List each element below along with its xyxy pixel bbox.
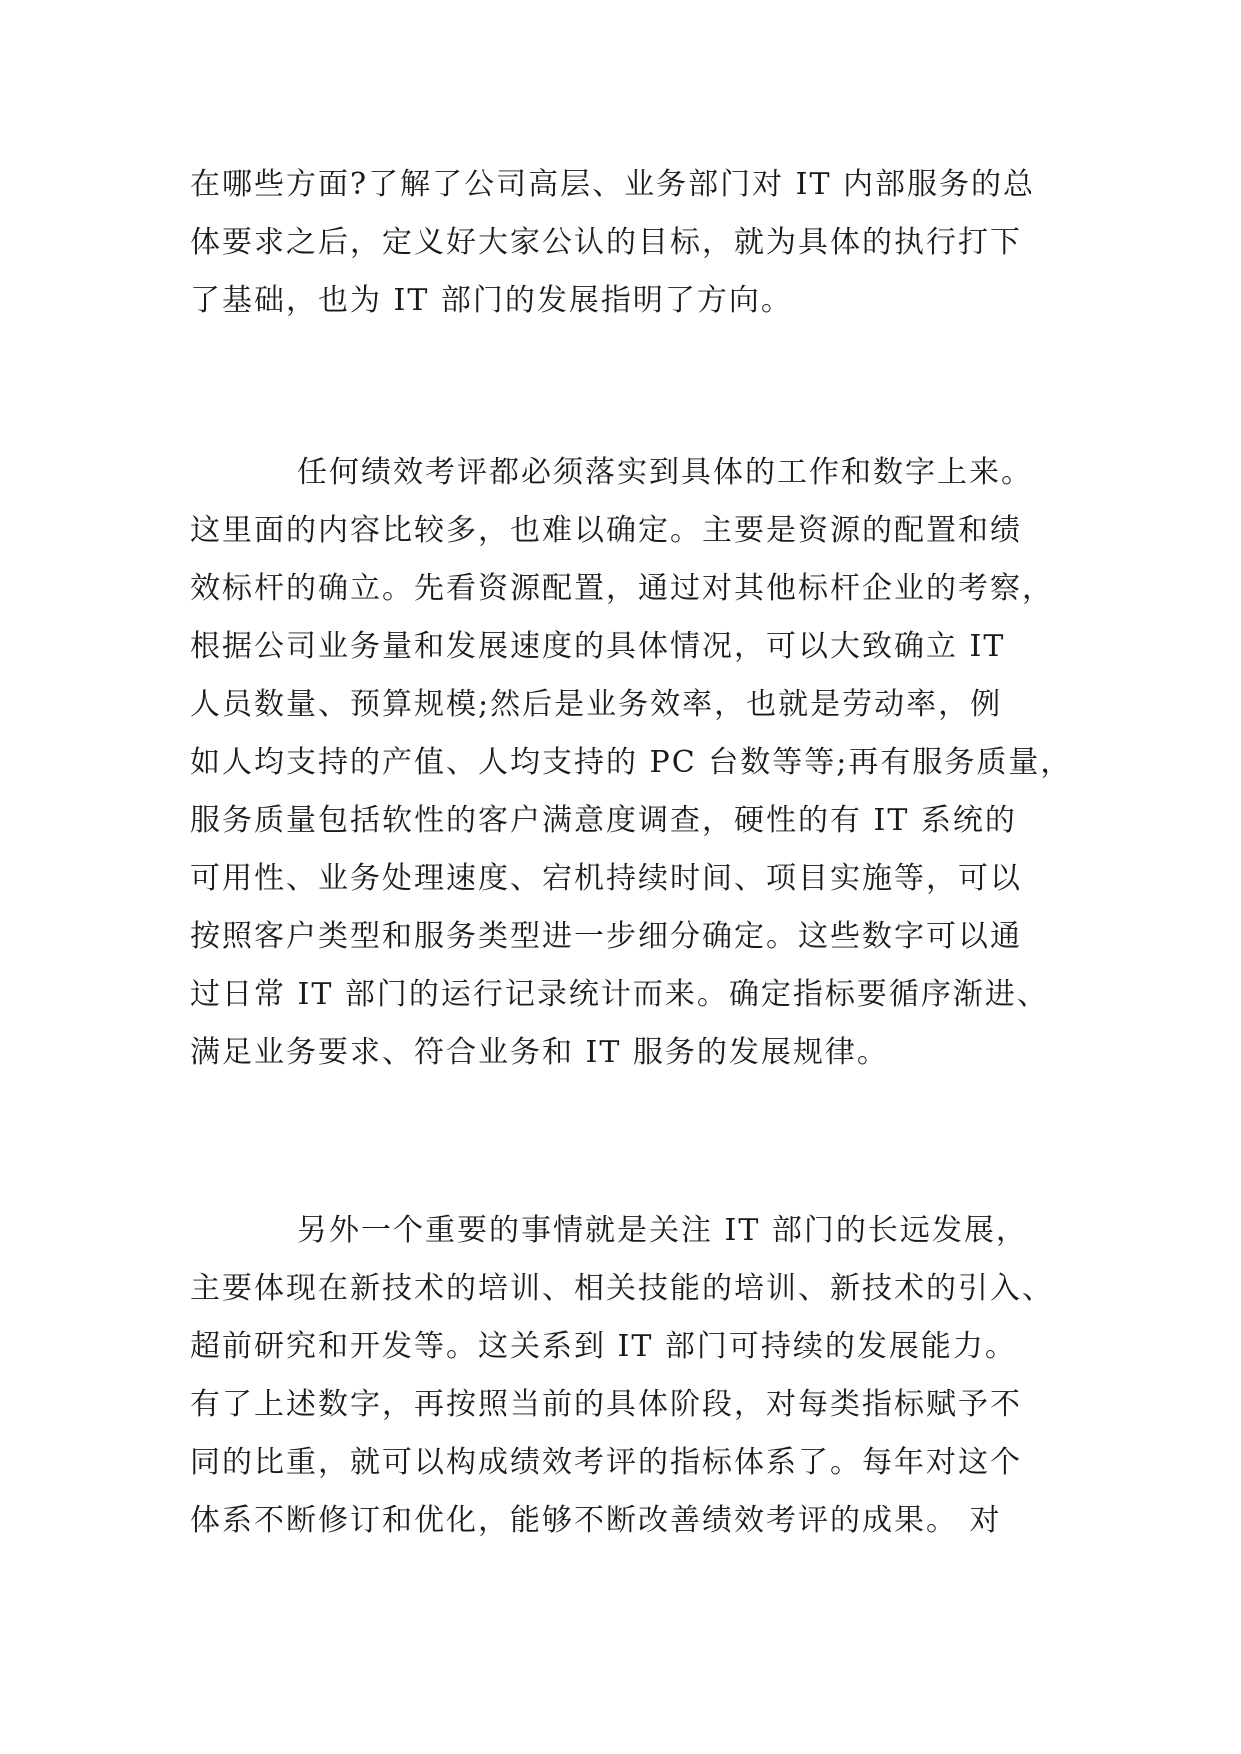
- text-line: 满足业务要求、符合业务和 IT 服务的发展规律。: [190, 1035, 889, 1070]
- paragraph-2: [190, 444, 1073, 1082]
- text-line: 超前研究和开发等。这关系到 IT 部门可持续的发展能力。: [190, 1329, 1017, 1364]
- text-line: 可用性、业务处理速度、宕机持续时间、项目实施等，可以: [190, 861, 1022, 896]
- text-line: 体系不断修订和优化，能够不断改善绩效考评的成果。 对: [190, 1503, 1002, 1538]
- text-line: 同的比重，就可以构成绩效考评的指标体系了。每年对这个: [190, 1445, 1022, 1480]
- text-line: 根据公司业务量和发展速度的具体情况，可以大致确立 IT: [190, 629, 1006, 664]
- text-line: 任何绩效考评都必须落实到具体的工作和数字上来。: [297, 455, 1033, 490]
- text-line: 如人均支持的产值、人均支持的 PC 台数等等;再有服务质量，: [190, 745, 1073, 780]
- text-line: 按照客户类型和服务类型进一步细分确定。这些数字可以通: [190, 919, 1022, 954]
- text-line: 这里面的内容比较多，也难以确定。主要是资源的配置和绩: [190, 513, 1022, 548]
- paragraph-3: [190, 1202, 1070, 1550]
- text-line: 过日常 IT 部门的运行记录统计而来。确定指标要循序渐进、: [190, 977, 1049, 1012]
- text-line: 了基础，也为 IT 部门的发展指明了方向。: [190, 283, 793, 318]
- text-line: 在哪些方面?了解了公司高层、业务部门对 IT 内部服务的总: [190, 167, 1036, 202]
- paragraph-1: [190, 156, 1070, 330]
- text-line: 体要求之后，定义好大家公认的目标，就为具体的执行打下: [190, 225, 1022, 260]
- text-line: 另外一个重要的事情就是关注 IT 部门的长远发展，: [297, 1213, 1028, 1248]
- text-line: 有了上述数字，再按照当前的具体阶段，对每类指标赋予不: [190, 1387, 1022, 1422]
- text-line: 效标杆的确立。先看资源配置，通过对其他标杆企业的考察，: [190, 571, 1054, 606]
- text-line: 主要体现在新技术的培训、相关技能的培训、新技术的引入、: [190, 1271, 1054, 1306]
- text-line: 服务质量包括软性的客户满意度调查，硬性的有 IT 系统的: [190, 803, 1017, 838]
- text-line: 人员数量、预算规模;然后是业务效率，也就是劳动率，例: [190, 687, 1003, 722]
